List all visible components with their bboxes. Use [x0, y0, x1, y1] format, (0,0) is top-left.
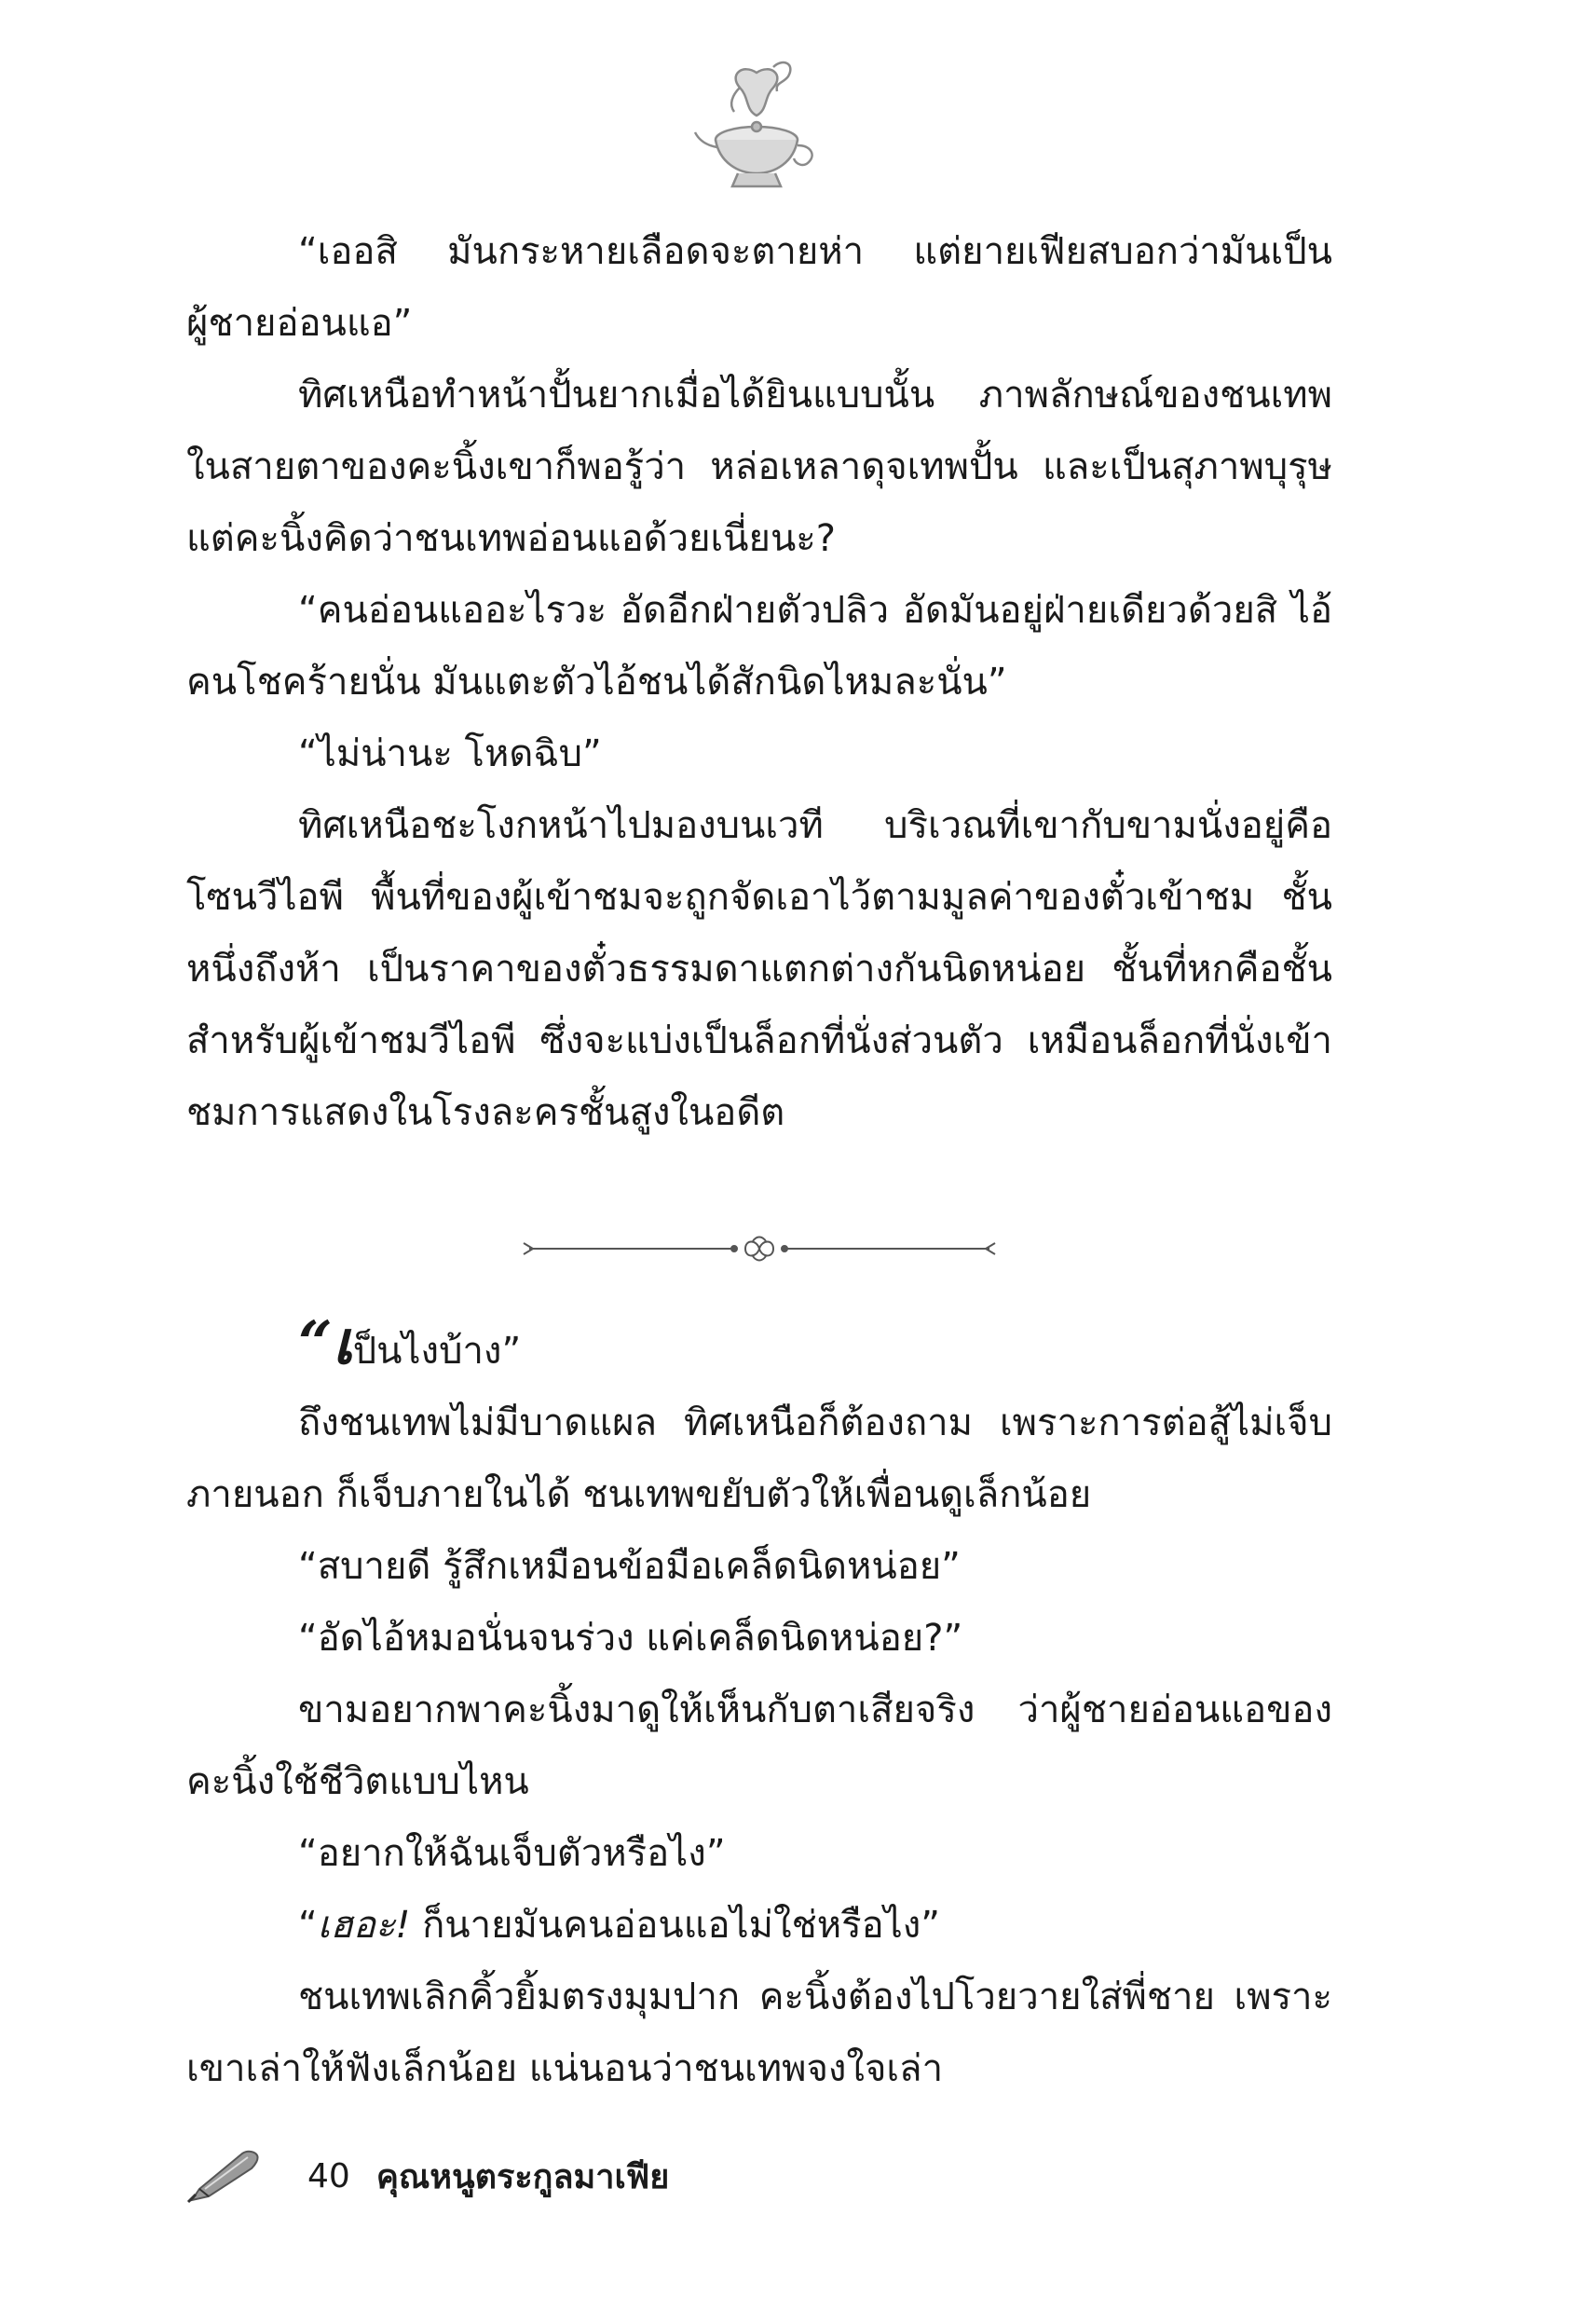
section-1: [186, 216, 1332, 1149]
paragraph: [186, 1308, 1332, 1388]
paragraph: ชนเทพเลิกคิ้วยิ้มตรงมุมปาก คะนิ้งต้องไปโวยวายใส่พี่ชาย เพราะเขาเล่าให้ฟังเล็กน้อย แน่นอนว่าชนเทพจงใจเล่า: [186, 1976, 1332, 2090]
paragraph-text: ป็นไงบ้าง”: [352, 1330, 522, 1373]
paragraph: ทิศเหนือทำหน้าปั้นยากเมื่อได้ยินแบบนั้น ภาพลักษณ์ของชนเทพในสายตาของคะนิ้งเขาก็พอรู้ว่า หล่อเหลาดุจเทพปั้น และเป็นสุภาพบุรุษ แต่คะนิ้งคิดว่าชนเทพอ่อนแอด้วยเนี่ยนะ?: [186, 374, 1332, 560]
quote-open: “: [298, 1904, 318, 1947]
paragraph: “อัดไอ้หมอนั่นจนร่วง แค่เคล็ดนิดหน่อย?”: [298, 1617, 963, 1660]
drop-cap: “เ: [298, 1308, 353, 1378]
paragraph: “ไม่น่านะ โหดฉิบ”: [298, 732, 602, 775]
paragraph: “สบายดี รู้สึกเหมือนข้อมือเคล็ดนิดหน่อย”: [298, 1545, 961, 1588]
paragraph: ทิศเหนือชะโงกหน้าไปมองบนเวที บริเวณที่เขากับขามนั่งอยู่คือโซนวีไอพี พื้นที่ของผู้เข้าชมจะถูกจัดเอาไว้ตามมูลค่าของตั๋วเข้าชม ชั้นหนึ่งถึงห้า เป็นราคาของตั๋วธรรมดาแตกต่างกันนิดหน่อย ชั้นที่หกคือชั้นสำหรับผู้เข้าชมวีไอพี ซึ่งจะแบ่งเป็นล็อกที่นั่งส่วนตัว เหมือนล็อกที่นั่งเข้าชมการแสดงในโรงละครชั้นสูงในอดีต: [186, 804, 1332, 1134]
paragraph: ขามอยากพาคะนิ้งมาดูให้เห็นกับตาเสียจริง ว่าผู้ชายอ่อนแอของคะนิ้งใช้ชีวิตแบบไหน: [186, 1689, 1332, 1803]
emphasis-text: เฮอะ!: [317, 1904, 411, 1947]
genie-lamp-icon: [691, 54, 822, 194]
paragraph: [186, 1890, 1332, 1962]
ornamental-divider-icon: [522, 1230, 997, 1267]
page-number: 40: [307, 2156, 350, 2195]
paragraph: “อยากให้ฉันเจ็บตัวหรือไง”: [298, 1832, 726, 1875]
paragraph: “คนอ่อนแออะไรวะ อัดอีกฝ่ายตัวปลิว อัดมันอยู่ฝ่ายเดียวด้วยสิ ไอ้คนโชคร้ายนั่น มันแตะตัวไอ้ชนได้สักนิดไหมละนั่น”: [186, 589, 1332, 704]
book-title: คุณหนูตระกูลมาเฟีย: [375, 2157, 670, 2196]
paragraph: ถึงชนเทพไม่มีบาดแผล ทิศเหนือก็ต้องถาม เพราะการต่อสู้ไม่เจ็บภายนอก ก็เจ็บภายในได้ ชนเทพขยับตัวให้เพื่อนดูเล็กน้อย: [186, 1402, 1332, 1516]
paragraph-text: ก็นายมันคนอ่อนแอไม่ใช่หรือไง”: [410, 1904, 940, 1947]
quill-pen-icon: [186, 2148, 261, 2204]
section-2: [186, 1308, 1332, 2105]
page-footer: [186, 2143, 669, 2208]
paragraph: “เออสิ มันกระหายเลือดจะตายห่า แต่ยายเฟียสบอกว่ามันเป็นผู้ชายอ่อนแอ”: [186, 230, 1332, 345]
